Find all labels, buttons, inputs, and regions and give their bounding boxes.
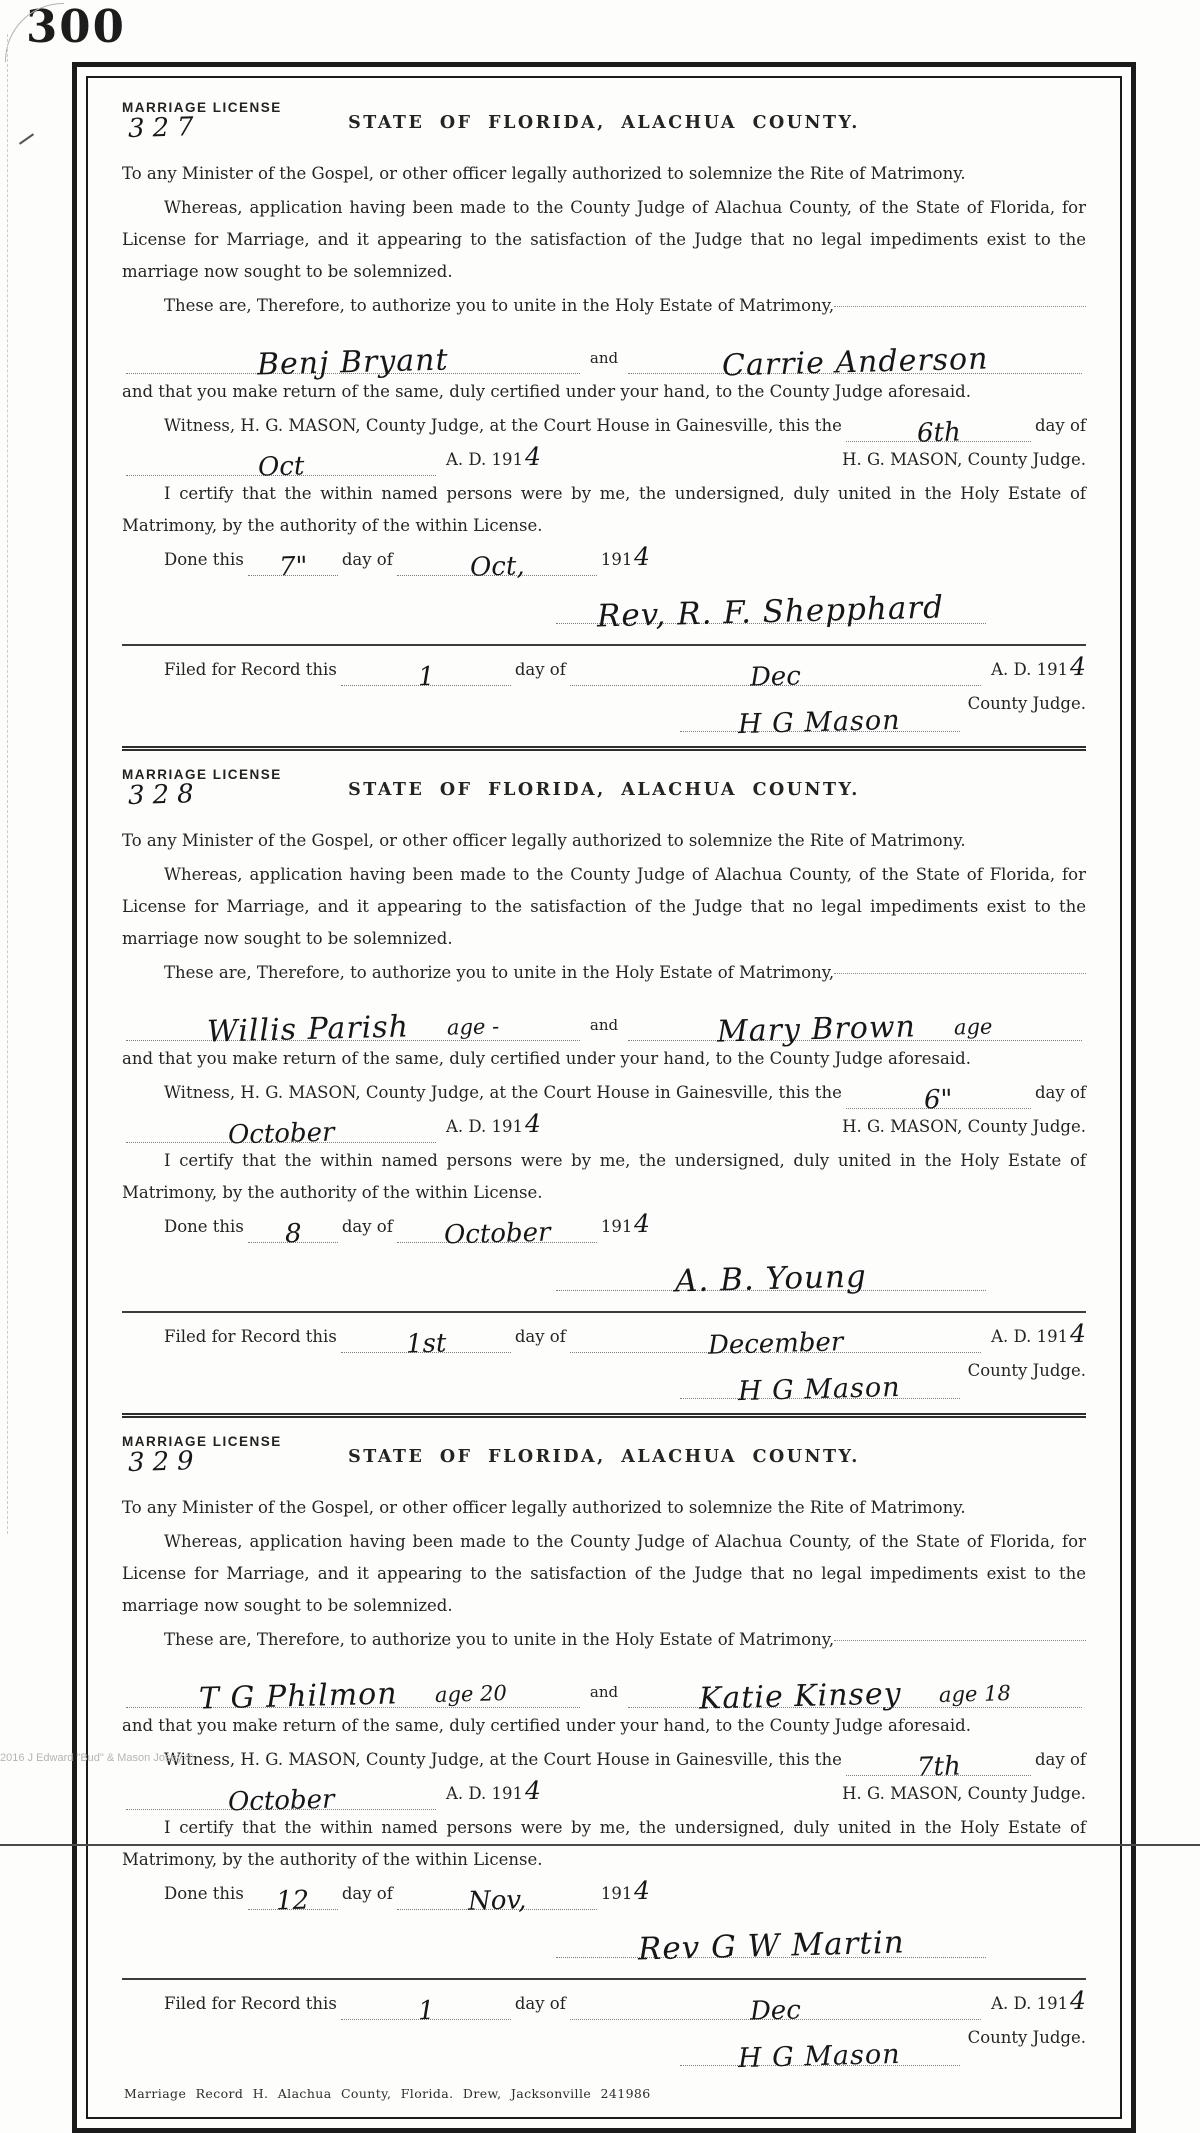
filed-row xyxy=(122,1318,1087,1361)
day-of-label: day of xyxy=(1034,1083,1086,1102)
record-header xyxy=(122,98,1086,156)
witness-year-digit-handwritten: 4 xyxy=(524,441,542,472)
groom-name-handwritten: T G Philmon xyxy=(198,1676,398,1717)
witness-row xyxy=(122,410,1086,449)
witness-day-handwritten: 7th xyxy=(916,1751,961,1783)
marriage-license-label: MARRIAGE LICENSE xyxy=(122,100,282,115)
filed-month-handwritten: December xyxy=(707,1327,844,1361)
record-header-left xyxy=(122,100,282,144)
clerk-signature-row xyxy=(122,2022,1086,2075)
filed-month-line xyxy=(570,1322,981,1361)
license-number-handwritten: 329 xyxy=(127,1446,203,1478)
witness-month-line xyxy=(126,1112,436,1151)
dotted-leader xyxy=(834,1640,1086,1641)
clerk-signature-line xyxy=(680,1362,960,1408)
officiant-signature-row xyxy=(122,1245,1086,1300)
bride-name-line xyxy=(628,1000,1082,1050)
filed-month-line xyxy=(570,1989,981,2027)
clerk-signature-handwritten: H G Mason xyxy=(737,1371,902,1408)
done-year-label: 191 xyxy=(600,1217,633,1236)
marriage-license-label: MARRIAGE LICENSE xyxy=(122,767,282,782)
day-of-label: day of xyxy=(341,550,393,569)
bride-age-handwritten: age 18 xyxy=(939,1681,1012,1707)
authorize-line: These are, Therefore, to authorize you to unite in the Holy Estate of Matrimony, xyxy=(164,1630,835,1649)
license-number-handwritten: 327 xyxy=(127,112,203,144)
filed-label: Filed for Record this xyxy=(164,660,337,679)
done-year-label: 191 xyxy=(600,1884,633,1903)
filed-month-handwritten: Dec xyxy=(749,1995,802,2027)
bride-name-line xyxy=(628,1667,1082,1717)
judge-printed-signature: H. G. MASON, County Judge. xyxy=(842,450,1086,469)
witness-day-line xyxy=(846,1078,1031,1116)
whereas-paragraph: Whereas, application having been made to the County Judge of Alachua County, of the State of Florida, for License for Marriage, and it appearing to the satisfaction of the Judge that no legal impediments exist to the marriage now sought to be solemnized. xyxy=(122,865,1086,948)
filed-year-digit-handwritten: 4 xyxy=(1069,1318,1087,1349)
officiant-signature-handwritten: Rev, R. F. Shepphard xyxy=(597,589,945,635)
groom-name-line xyxy=(126,333,580,383)
whereas-paragraph: Whereas, application having been made to the County Judge of Alachua County, of the State of Florida, for License for Marriage, and it appearing to the satisfaction of the Judge that no legal impediments exist to the marriage now sought to be solemnized. xyxy=(122,1532,1086,1615)
done-year-digit-handwritten: 4 xyxy=(633,1875,651,1906)
done-month-handwritten: Oct, xyxy=(469,551,525,583)
clerk-signature-row xyxy=(122,688,1086,741)
filed-day-handwritten: 1 xyxy=(417,661,435,693)
whereas-paragraph: Whereas, application having been made to the County Judge of Alachua County, of the State of Florida, for License for Marriage, and it appearing to the satisfaction of the Judge that no legal impediments exist to the marriage now sought to be solemnized. xyxy=(122,198,1086,281)
return-line: and that you make return of the same, duly certified under your hand, to the County Judge aforesaid. xyxy=(122,1716,971,1735)
witness-day-handwritten: 6th xyxy=(916,417,961,449)
document-frame-inner xyxy=(86,76,1122,2119)
done-day-line xyxy=(248,545,338,583)
officiant-signature-line xyxy=(556,581,986,635)
day-of-label: day of xyxy=(341,1884,393,1903)
ad-year-label: A. D. 191 xyxy=(991,1994,1069,2013)
record-header xyxy=(122,765,1086,823)
officiant-signature-handwritten: A. B. Young xyxy=(674,1258,868,1300)
groom-name-line xyxy=(126,1667,580,1717)
day-of-label: day of xyxy=(1034,1750,1086,1769)
return-line: and that you make return of the same, duly certified under your hand, to the County Judge aforesaid. xyxy=(122,1049,971,1068)
witness-month-line xyxy=(126,1779,436,1818)
authorize-line: These are, Therefore, to authorize you to unite in the Holy Estate of Matrimony, xyxy=(164,296,835,315)
done-year-digit-handwritten: 4 xyxy=(633,541,651,572)
record-header xyxy=(122,1432,1086,1490)
state-county-title: STATE OF FLORIDA, ALACHUA COUNTY. xyxy=(348,1447,860,1467)
groom-age-handwritten: age - xyxy=(446,1014,500,1040)
and-label: and xyxy=(589,1016,619,1034)
state-county-title: STATE OF FLORIDA, ALACHUA COUNTY. xyxy=(348,113,860,133)
witness-line: Witness, H. G. MASON, County Judge, at the Court House in Gainesville, this the xyxy=(164,1083,842,1102)
marriage-license-record xyxy=(122,1413,1086,2080)
filed-day-handwritten: 1 xyxy=(417,1995,435,2027)
done-label: Done this xyxy=(164,550,244,569)
clerk-signature-line xyxy=(680,2029,960,2075)
certify-paragraph: I certify that the within named persons were by me, the undersigned, duly united in the Holy Estate of Matrimony, by the authority of the within License. xyxy=(122,484,1086,535)
witness-month-row xyxy=(122,1108,1086,1151)
marriage-license-label: MARRIAGE LICENSE xyxy=(122,1434,282,1449)
done-day-handwritten: 8 xyxy=(284,1218,302,1250)
witness-day-line xyxy=(846,1745,1031,1783)
bride-name-handwritten: Carrie Anderson xyxy=(721,341,989,384)
witness-year-digit-handwritten: 4 xyxy=(524,1775,542,1806)
bride-name-handwritten: Katie Kinsey xyxy=(698,1676,902,1717)
day-of-label: day of xyxy=(1034,416,1086,435)
done-year-digit-handwritten: 4 xyxy=(633,1208,651,1239)
certify-paragraph: I certify that the within named persons were by me, the undersigned, duly united in the Holy Estate of Matrimony, by the authority of the within License. xyxy=(122,1818,1086,1869)
officiant-signature-row xyxy=(122,1912,1086,1968)
filed-month-handwritten: Dec xyxy=(749,661,802,693)
filed-row xyxy=(122,651,1087,693)
county-judge-label: County Judge. xyxy=(967,2028,1086,2047)
done-day-handwritten: 7" xyxy=(278,551,308,583)
page-corner-scan-mark xyxy=(5,3,64,62)
done-month-handwritten: Nov, xyxy=(467,1885,527,1917)
license-number-handwritten: 328 xyxy=(127,779,203,811)
done-day-line xyxy=(248,1879,338,1917)
day-of-label: day of xyxy=(514,660,566,679)
filed-day-line xyxy=(341,1989,511,2027)
filed-day-handwritten: 1st xyxy=(405,1328,447,1360)
witness-month-row xyxy=(122,441,1086,483)
done-row xyxy=(122,1875,1086,1917)
names-row xyxy=(122,995,1086,1050)
done-year-label: 191 xyxy=(600,550,633,569)
officiant-signature-line xyxy=(556,1248,986,1300)
done-label: Done this xyxy=(164,1217,244,1236)
witness-day-line xyxy=(846,411,1031,449)
filed-month-line xyxy=(570,655,981,693)
day-of-label: day of xyxy=(341,1217,393,1236)
divider-rule xyxy=(122,644,1086,646)
done-month-line xyxy=(397,1879,597,1917)
minister-address-line: To any Minister of the Gospel, or other officer legally authorized to solemnize the Rite of Matrimony. xyxy=(122,831,966,850)
dotted-leader xyxy=(834,973,1086,974)
divider-rule xyxy=(122,1978,1086,1980)
officiant-signature-line xyxy=(556,1915,986,1968)
document-frame xyxy=(72,62,1136,2133)
record-header-left xyxy=(122,767,282,811)
bride-name-line xyxy=(628,333,1082,384)
divider-rule xyxy=(122,1311,1086,1313)
clerk-signature-row xyxy=(122,1355,1086,1408)
and-label: and xyxy=(589,349,619,367)
scan-bottom-edge xyxy=(0,1844,1200,1846)
groom-name-handwritten: Willis Parish xyxy=(206,1009,410,1050)
witness-month-line xyxy=(126,445,436,483)
done-month-handwritten: October xyxy=(443,1217,551,1251)
county-judge-label: County Judge. xyxy=(967,1361,1086,1380)
filed-row xyxy=(122,1985,1087,2027)
filed-day-line xyxy=(341,655,511,693)
and-label: and xyxy=(589,1683,619,1701)
witness-month-row xyxy=(122,1775,1086,1818)
return-line: and that you make return of the same, duly certified under your hand, to the County Judge aforesaid. xyxy=(122,382,971,401)
certify-paragraph: I certify that the within named persons were by me, the undersigned, duly united in the Holy Estate of Matrimony, by the authority of the within License. xyxy=(122,1151,1086,1202)
witness-row xyxy=(122,1077,1086,1116)
day-of-label: day of xyxy=(514,1994,566,2013)
done-month-line xyxy=(397,1212,597,1251)
bride-age-handwritten: age xyxy=(953,1014,993,1040)
day-of-label: day of xyxy=(514,1327,566,1346)
witness-month-handwritten: October xyxy=(227,1117,335,1151)
records-container xyxy=(122,84,1086,2080)
filed-label: Filed for Record this xyxy=(164,1994,337,2013)
witness-row xyxy=(122,1744,1086,1783)
clerk-signature-line xyxy=(680,695,960,741)
scan-pen-mark xyxy=(19,133,34,144)
witness-year-digit-handwritten: 4 xyxy=(524,1108,542,1139)
authorize-line-row xyxy=(122,290,1086,322)
dotted-leader xyxy=(834,306,1086,307)
judge-printed-signature: H. G. MASON, County Judge. xyxy=(842,1784,1086,1803)
scan-edge-artifact xyxy=(7,34,8,1534)
filed-year-digit-handwritten: 4 xyxy=(1069,1985,1087,2016)
county-judge-label: County Judge. xyxy=(967,694,1086,713)
clerk-signature-handwritten: H G Mason xyxy=(737,2038,902,2075)
marriage-license-record xyxy=(122,84,1086,746)
done-row xyxy=(122,1208,1086,1251)
filed-day-line xyxy=(341,1322,511,1360)
ad-year-label: A. D. 191 xyxy=(446,1117,524,1136)
authorize-line-row xyxy=(122,1624,1086,1656)
witness-month-handwritten: October xyxy=(227,1784,335,1818)
clerk-signature-handwritten: H G Mason xyxy=(737,704,902,741)
ad-year-label: A. D. 191 xyxy=(446,1784,524,1803)
minister-address-line: To any Minister of the Gospel, or other officer legally authorized to solemnize the Rite of Matrimony. xyxy=(122,1498,966,1517)
bride-name-handwritten: Mary Brown xyxy=(716,1009,917,1050)
done-month-line xyxy=(397,545,597,583)
groom-name-handwritten: Benj Bryant xyxy=(256,342,450,383)
witness-month-handwritten: Oct xyxy=(257,451,305,483)
page-number: 300 xyxy=(26,0,126,53)
witness-line: Witness, H. G. MASON, County Judge, at the Court House in Gainesville, this the xyxy=(164,416,842,435)
names-row xyxy=(122,328,1086,384)
names-row xyxy=(122,1662,1086,1717)
printer-imprint: Marriage Record H. Alachua County, Florida. Drew, Jacksonville 241986 xyxy=(124,2086,651,2101)
marriage-license-record xyxy=(122,746,1086,1413)
record-header-left xyxy=(122,1434,282,1478)
done-day-line xyxy=(248,1212,338,1250)
ad-year-label: A. D. 191 xyxy=(446,450,524,469)
filed-label: Filed for Record this xyxy=(164,1327,337,1346)
ad-year-label: A. D. 191 xyxy=(991,660,1069,679)
authorize-line-row xyxy=(122,957,1086,989)
minister-address-line: To any Minister of the Gospel, or other officer legally authorized to solemnize the Rite of Matrimony. xyxy=(122,164,966,183)
judge-printed-signature: H. G. MASON, County Judge. xyxy=(842,1117,1086,1136)
officiant-signature-handwritten: Rev G W Martin xyxy=(637,1924,905,1968)
witness-line: Witness, H. G. MASON, County Judge, at the Court House in Gainesville, this the xyxy=(164,1750,842,1769)
groom-name-line xyxy=(126,1000,580,1050)
authorize-line: These are, Therefore, to authorize you to unite in the Holy Estate of Matrimony, xyxy=(164,963,835,982)
filed-year-digit-handwritten: 4 xyxy=(1069,651,1087,682)
watermark-text: 2016 J Edward "Bud" & Mason Josey ® xyxy=(0,1752,194,1764)
state-county-title: STATE OF FLORIDA, ALACHUA COUNTY. xyxy=(348,780,860,800)
witness-day-handwritten: 6" xyxy=(923,1084,954,1116)
done-label: Done this xyxy=(164,1884,244,1903)
groom-age-handwritten: age 20 xyxy=(435,1681,508,1707)
done-row xyxy=(122,541,1086,583)
ad-year-label: A. D. 191 xyxy=(991,1327,1069,1346)
officiant-signature-row xyxy=(122,578,1086,635)
done-day-handwritten: 12 xyxy=(275,1885,310,1917)
